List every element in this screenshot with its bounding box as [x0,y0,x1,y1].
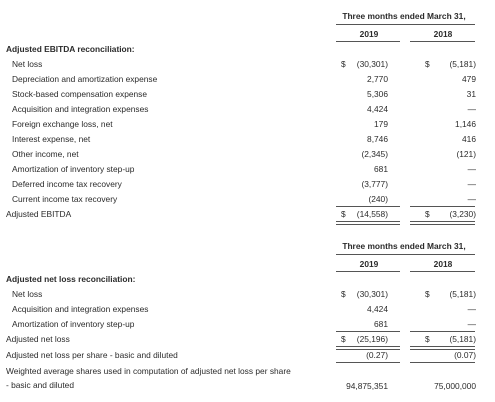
divider [410,271,475,272]
shares-2019: 94,875,351 [346,381,388,391]
total-value-2018: (5,181) [449,334,476,344]
value-2019: (240) [368,194,388,204]
divider [336,362,400,363]
divider [336,206,400,207]
divider [336,41,400,42]
per-share-label: Adjusted net loss per share - basic and diluted [6,350,178,360]
total-label: Adjusted EBITDA [6,209,72,219]
value-2019: 4,424 [367,304,388,314]
divider [336,24,475,25]
dollar-sign: $ [341,289,346,299]
value-2019: 681 [374,164,388,174]
value-2018: — [467,304,476,314]
row-label: Amortization of inventory step-up [12,164,135,174]
dollar-sign: $ [425,209,430,219]
shares-label-line1: Weighted average shares used in computation of adjusted net loss per share [6,366,291,376]
value-2019: (30,301) [356,289,388,299]
dollar-sign: $ [341,334,346,344]
divider [336,331,400,332]
section-title: Adjusted net loss reconciliation: [6,274,136,284]
value-2018: — [467,164,476,174]
value-2018: — [467,179,476,189]
row-label: Current income tax recovery [12,194,118,204]
value-2019: 2,770 [367,74,388,84]
dollar-sign: $ [425,59,430,69]
shares-2018: 75,000,000 [434,381,476,391]
row-label: Deferred income tax recovery [12,179,122,189]
value-2018: (5,181) [449,59,476,69]
value-2019: 4,424 [367,104,388,114]
value-2019: 681 [374,319,388,329]
divider [410,331,475,332]
row-label: Amortization of inventory step-up [12,319,135,329]
value-2018: 31 [466,89,476,99]
dollar-sign: $ [425,334,430,344]
year-header-2018: 2018 [433,259,453,269]
period-header: Three months ended March 31, [342,11,466,21]
year-header-2018: 2018 [433,29,453,39]
section-title: Adjusted EBITDA reconciliation: [6,44,135,54]
row-label: Net loss [12,59,43,69]
value-2018: (121) [456,149,476,159]
total-value-2019: (14,558) [356,209,388,219]
value-2019: (30,301) [356,59,388,69]
dollar-sign: $ [341,59,346,69]
divider [336,271,400,272]
year-header-2019: 2019 [359,259,379,269]
dollar-sign: $ [425,289,430,299]
value-2018: (5,181) [449,289,476,299]
value-2018: — [467,104,476,114]
value-2019: 5,306 [367,89,388,99]
period-header: Three months ended March 31, [342,241,466,251]
value-2018: — [467,194,476,204]
value-2019: (3,777) [361,179,388,189]
divider [410,362,475,363]
double-underline [336,221,400,225]
row-label: Acquisition and integration expenses [12,104,149,114]
per-share-2019: (0.27) [366,350,388,360]
value-2019: 8,746 [367,134,388,144]
double-underline [410,221,475,225]
year-header-2019: 2019 [359,29,379,39]
total-value-2018: (3,230) [449,209,476,219]
row-label: Foreign exchange loss, net [12,119,113,129]
divider [410,206,475,207]
value-2018: 416 [462,134,476,144]
row-label: Interest expense, net [12,134,91,144]
value-2018: — [467,319,476,329]
row-label: Net loss [12,289,43,299]
shares-label-line2: - basic and diluted [6,380,74,390]
value-2018: 479 [462,74,476,84]
total-value-2019: (25,196) [356,334,388,344]
value-2019: (2,345) [361,149,388,159]
value-2018: 1,146 [455,119,476,129]
row-label: Stock-based compensation expense [12,89,148,99]
divider [336,254,475,255]
total-label: Adjusted net loss [6,334,70,344]
row-label: Acquisition and integration expenses [12,304,149,314]
per-share-2018: (0.07) [454,350,476,360]
row-label: Depreciation and amortization expense [12,74,158,84]
divider [410,41,475,42]
row-label: Other income, net [12,149,79,159]
value-2019: 179 [374,119,388,129]
dollar-sign: $ [341,209,346,219]
